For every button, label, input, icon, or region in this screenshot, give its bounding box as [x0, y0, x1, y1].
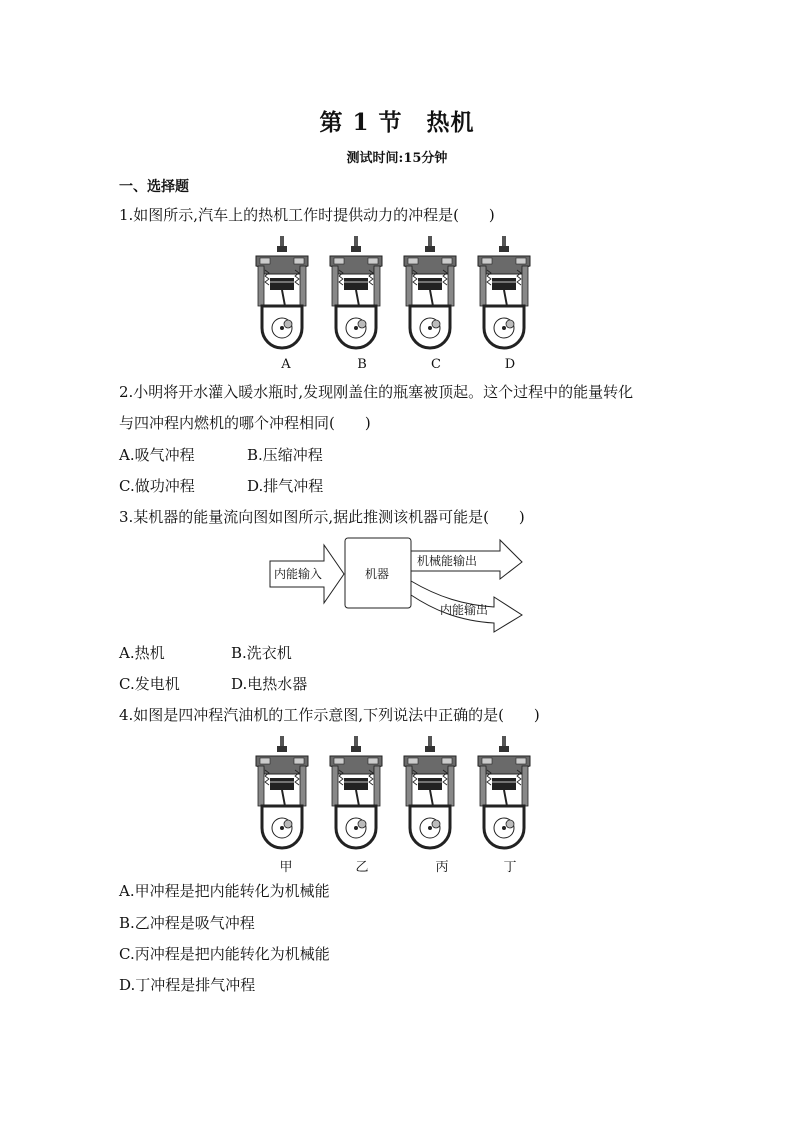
q1-caption-a: A [281, 357, 291, 372]
test-time: 测试时间:15分钟 [346, 151, 448, 166]
question-1-text: 1.如图所示,汽车上的热机工作时提供动力的冲程是( ) [119, 206, 495, 224]
label-internal-output: 内能输出 [440, 603, 489, 617]
q2-option-c: C.做功冲程 [119, 477, 195, 495]
q2-option-d: D.排气冲程 [247, 477, 324, 495]
q4-option-a: A.甲冲程是把内能转化为机械能 [119, 882, 330, 900]
q1-caption-b: B [357, 357, 367, 372]
page-title: 第 1 节 热机 [319, 109, 475, 136]
engine-figure-q1 [250, 236, 550, 356]
q4-caption-ding: 丁 [503, 860, 517, 875]
label-machine: 机器 [365, 567, 390, 581]
q4-option-c: C.丙冲程是把内能转化为机械能 [119, 945, 330, 963]
q3-option-c: C.发电机 [119, 675, 180, 693]
engine-figure-q4 [250, 736, 550, 856]
q1-caption-c: C [431, 357, 441, 372]
question-2-line-2: 与四冲程内燃机的哪个冲程相同( ) [119, 414, 371, 432]
q3-option-a: A.热机 [119, 644, 165, 662]
section-heading: 一、选择题 [119, 179, 189, 195]
q3-option-b: B.洗衣机 [231, 644, 292, 662]
q4-caption-yi: 乙 [355, 860, 369, 875]
q1-caption-d: D [504, 357, 516, 372]
q4-option-b: B.乙冲程是吸气冲程 [119, 914, 255, 932]
question-4-text: 4.如图是四冲程汽油机的工作示意图,下列说法中正确的是( ) [119, 706, 540, 724]
q2-option-a: A.吸气冲程 [119, 446, 195, 464]
question-3-text: 3.某机器的能量流向图如图所示,据此推测该机器可能是( ) [119, 508, 525, 526]
q2-option-b: B.压缩冲程 [247, 446, 323, 464]
label-mechanical-output: 机械能输出 [417, 554, 478, 568]
q4-caption-bing: 丙 [435, 860, 449, 875]
energy-flow-diagram [268, 537, 526, 635]
q4-caption-jia: 甲 [279, 860, 293, 875]
q4-option-d: D.丁冲程是排气冲程 [119, 976, 256, 994]
label-energy-input: 内能输入 [274, 567, 323, 581]
q3-option-d: D.电热水器 [231, 675, 308, 693]
question-2-line-1: 2.小明将开水灌入暖水瓶时,发现刚盖住的瓶塞被顶起。这个过程中的能量转化 [119, 383, 634, 401]
